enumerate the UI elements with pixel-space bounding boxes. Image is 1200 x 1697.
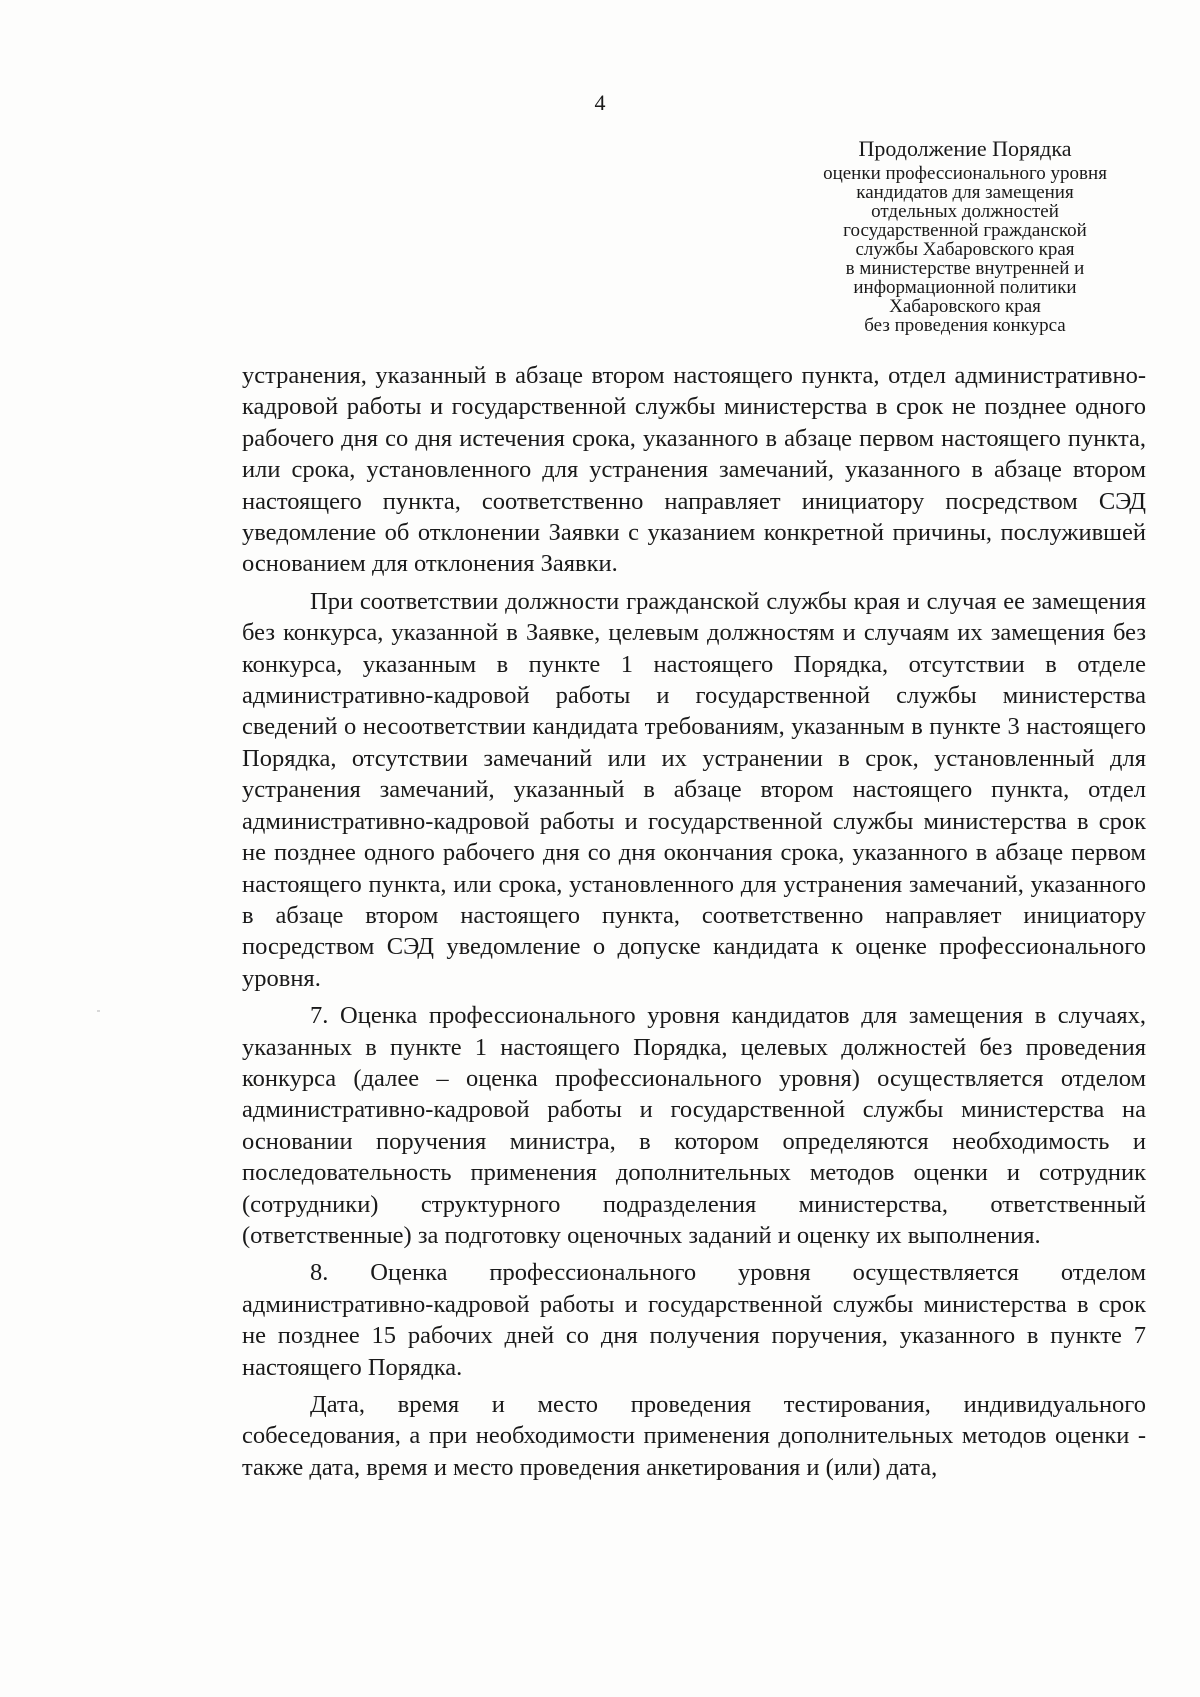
header-line: Продолжение Порядка	[858, 136, 1072, 161]
header-line: кандидатов для замещения	[856, 182, 1074, 203]
paragraph-item-7: 7. Оценка профессионального уровня кандидатов для замещения в случаях, указанных в пункте 1 настоящего Порядка, целевых должностей без проведения конкурса (далее – оценка профессионального уровня) осуществляется отделом административно-кадровой работы и государственной службы министерства на основании поручения министра, в котором определяются необходимость и последовательность применения дополнительных методов оценки и сотрудник (сотрудники) структурного подразделения министерства, ответственный (ответственные) за подготовку оценочных заданий и оценку их выполнения.	[242, 1002, 1146, 1249]
document-body	[242, 360, 1146, 1483]
document-header	[790, 136, 1140, 335]
paragraph-continuation: устранения, указанный в абзаце втором настоящего пункта, отдел административно-кадровой работы и государственной службы министерства в срок не позднее одного рабочего дня со дня истечения срока, указанного в абзаце первом настоящего пункта, или срока, установленного для устранения замечаний, указанного в абзаце втором настоящего пункта, соответственно направляет инициатору посредством СЭД уведомление об отклонении Заявки с указанием конкретной причины, послужившей основанием для отклонения Заявки.	[242, 362, 1146, 578]
header-line: отдельных должностей	[871, 201, 1059, 222]
paragraph-dates: Дата, время и место проведения тестирования, индивидуального собеседования, а при необходимости применения дополнительных методов оценки - также дата, время и место проведения анкетирования и (или) дата,	[242, 1391, 1146, 1481]
header-line: без проведения конкурса	[864, 315, 1066, 336]
header-line: информационной политики	[853, 277, 1077, 298]
page-number: 4	[594, 90, 606, 115]
paragraph-item-8: 8. Оценка профессионального уровня осуществляется отделом административно-кадровой работы и государственной службы министерства в срок не позднее 15 рабочих дней со дня получения поручения, указанного в пункте 7 настоящего Порядка.	[242, 1259, 1146, 1381]
header-line: оценки профессионального уровня	[823, 163, 1107, 184]
header-line: службы Хабаровского края	[855, 239, 1075, 260]
header-line: в министерстве внутренней и	[845, 258, 1085, 279]
paragraph-admission: При соответствии должности гражданской службы края и случая ее замещения без конкурса, указанной в Заявке, целевым должностям и случаям их замещения без конкурса, указанным в пункте 1 настоящего Порядка, отсутствии в отделе административно-кадровой работы и государственной службы министерства сведений о несоответствии кандидата требованиям, указанным в пункте 3 настоящего Порядка, отсутствии замечаний или их устранении в срок, установленный для устранения замечаний, указанный в абзаце втором настоящего пункта, отдел административно-кадровой работы и государственной службы министерства в срок не позднее одного рабочего дня со дня окончания срока, указанного в абзаце первом настоящего пункта, или срока, установленного для устранения замечаний, указанного в абзаце втором настоящего пункта, соответственно направляет инициатору посредством СЭД уведомление о допуске кандидата к оценке профессионального уровня.	[242, 587, 1146, 992]
header-line: Хабаровского края	[889, 296, 1041, 317]
header-line: государственной гражданской	[843, 220, 1087, 241]
scan-artifact	[97, 1010, 100, 1012]
